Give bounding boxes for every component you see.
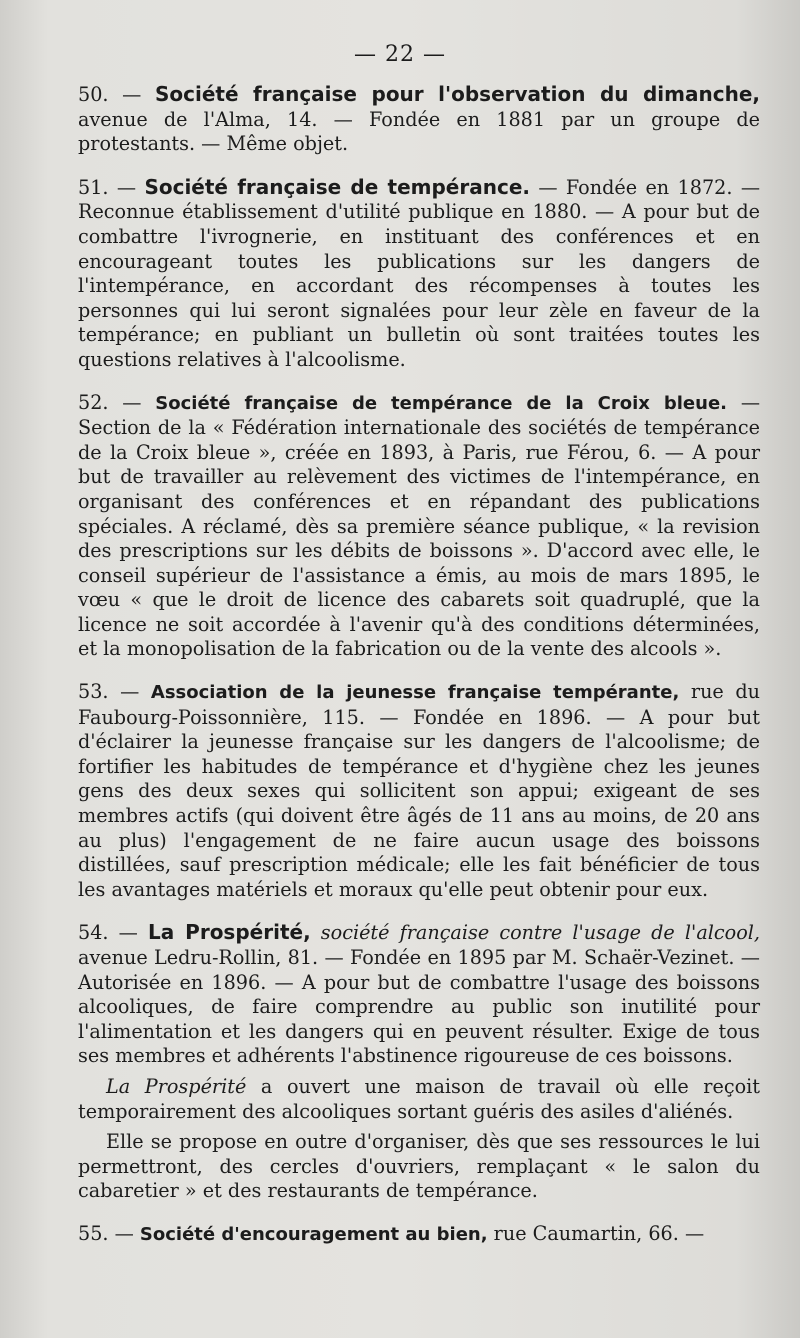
entry-subtitle: société française contre l'usage de l'alcool, bbox=[320, 921, 760, 945]
entry-text: — Fondée en 1872. — Reconnue établissement d'utilité publique en 1880. — A pour but de combattre l'ivrognerie, en instituant des conférences et en encourageant toutes les publications sur les dangers de l'intempérance, en accordant des récompenses à toutes les personnes qui lui seront signalées pour leur zèle en faveur de la tempérance; en publiant un bulletin où sont traitées toutes les questions relatives à l'alcoolisme. bbox=[78, 175, 761, 371]
entry-52 bbox=[78, 391, 760, 663]
entry-text: avenue de l'Alma, 14. — Fondée en 1881 par un groupe de protestants. — Même objet. bbox=[78, 107, 760, 156]
entry-number: 52. — bbox=[78, 390, 142, 414]
entry-text: avenue Ledru-Rollin, 81. — Fondée en 1895 par M. Schaër-Vezinet. — Autorisée en 1896. — A pour but de combattre l'usage des boissons alcooliques, de faire comprendre au public son inutilité pour l'alimentation et les dangers qui en peuvent résulter. Exige de tous ses membres et adhérents l'abstinence rigoureuse de ces boissons. bbox=[78, 946, 760, 1068]
entry-paragraph-italic: La Prospérité bbox=[106, 1074, 247, 1098]
entry-number: 53. — bbox=[78, 680, 140, 704]
entry-title: Société d'encouragement au bien, bbox=[139, 1223, 488, 1245]
entry-50 bbox=[78, 82, 760, 157]
entry-title: Société française de tempérance. bbox=[144, 174, 530, 199]
entry-paragraph bbox=[78, 1130, 760, 1204]
entry-title: Société française de tempérance de la Croix bleue. bbox=[155, 392, 728, 414]
entry-number: 55. — bbox=[78, 1221, 134, 1245]
entry-paragraph bbox=[78, 1075, 760, 1124]
entry-text: rue du Faubourg-Poissonnière, 115. — Fondée en 1896. — A pour but d'éclairer la jeunesse française sur les dangers de l'alcoolisme; de fortifier les habitudes de tempérance et d'hygiène chez les jeunes gens des deux sexes qui sollicitent son appui; exigeant de ses membres actifs (qui doivent être âgés de 11 ans au moins, de 20 ans au plus) l'engagement de ne faire aucun usage des boissons distillées, sauf prescription médicale; elle les fait bénéficier de tous les avantages matériels et moraux qu'elle peut obtenir pour eux. bbox=[78, 680, 760, 901]
page-body bbox=[78, 82, 760, 1266]
entry-54 bbox=[78, 920, 760, 1204]
entry-title: Société française pour l'observation du dimanche, bbox=[154, 82, 760, 106]
entry-text: rue Caumartin, 66. — bbox=[493, 1221, 705, 1245]
entry-number: 54. — bbox=[78, 921, 138, 945]
entry-number: 50. — bbox=[78, 83, 142, 106]
entry-paragraph-text: Elle se propose en outre d'organiser, dès que ses ressources le lui permettront, des cercles d'ouvriers, remplaçant « le salon du cabaretier » et des restaurants de tempérance. bbox=[78, 1130, 760, 1203]
entry-55 bbox=[78, 1222, 760, 1248]
entry-title: Association de la jeunesse française tempérante, bbox=[150, 682, 680, 704]
entry-text: — Section de la « Fédération internationale des sociétés de tempérance de la Croix bleue », créée en 1893, à Paris, rue Férou, 6. — A pour but de travailler au relèvement des victimes de l'intempérance, en organisant des conférences et en répandant des publications spéciales. A réclamé, dès sa première séance publique, « la revision des prescriptions sur les débits de boissons ». D'accord avec elle, le conseil supérieur de l'assistance a émis, au mois de mars 1895, le vœu « que le droit de licence des cabarets soit quadruplé, que la licence ne soit accordée à l'avenir qu'à des conditions déterminées, et la monopolisation de la fabrication ou de la vente des alcools ». bbox=[78, 390, 760, 661]
page-number: — 22 — bbox=[354, 42, 446, 67]
entry-53 bbox=[78, 680, 760, 902]
entry-title: La Prospérité, bbox=[147, 920, 311, 945]
entry-paragraph-text: a ouvert une maison de travail où elle reçoit temporairement des alcooliques sortant guéris des asiles d'aliénés. bbox=[78, 1074, 760, 1123]
entry-number: 51. — bbox=[78, 175, 137, 199]
entry-51 bbox=[78, 175, 760, 373]
